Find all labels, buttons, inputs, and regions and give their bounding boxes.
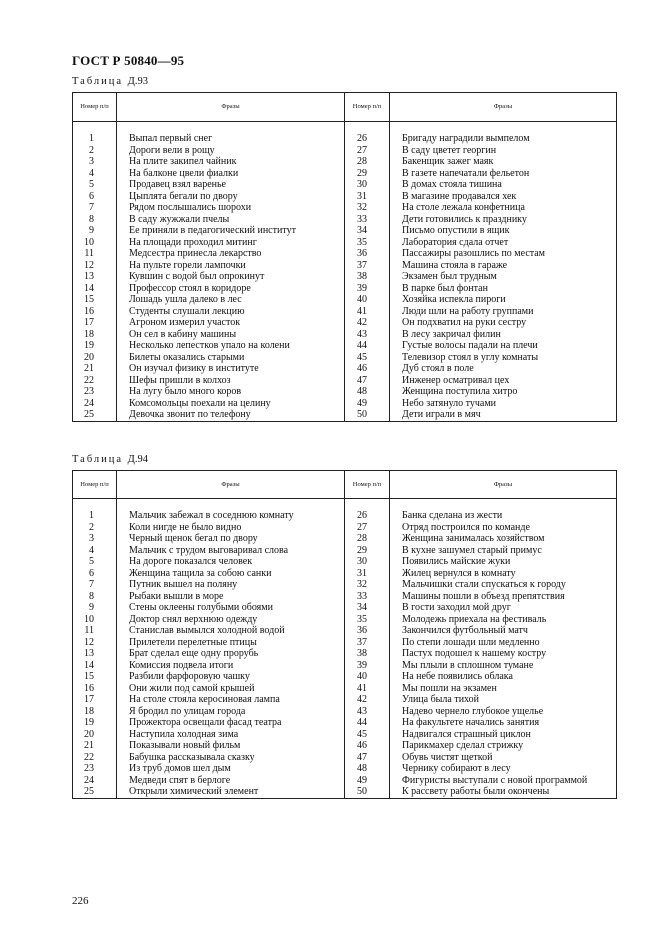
phrase-cell: Парикмахер сделал стрижку — [390, 740, 617, 752]
phrase-cell: Появились майские жуки — [390, 556, 617, 568]
table-row — [73, 683, 617, 695]
table-row — [73, 271, 617, 283]
column-header-phrases: Фразы — [117, 471, 345, 499]
row-number: 35 — [345, 237, 390, 249]
row-number: 38 — [345, 271, 390, 283]
table-row — [73, 156, 617, 168]
column-header-phrases: Фразы — [390, 471, 617, 499]
phrase-cell: Женщина поступила хитро — [390, 386, 617, 398]
table-row — [73, 237, 617, 249]
row-number: 50 — [345, 409, 390, 421]
phrase-cell: Коли нигде не было видно — [117, 522, 345, 534]
phrase-cell: На дороге показался человек — [117, 556, 345, 568]
row-number: 12 — [73, 637, 117, 649]
row-number: 18 — [73, 329, 117, 341]
phrase-cell: На столе стояла керосиновая лампа — [117, 694, 345, 706]
table-row — [73, 179, 617, 191]
phrase-cell: Он подхватил на руки сестру — [390, 317, 617, 329]
phrase-cell: Цыплята бегали по двору — [117, 191, 345, 203]
table-row — [73, 579, 617, 591]
row-number: 28 — [345, 533, 390, 545]
phrase-cell: Улица была тихой — [390, 694, 617, 706]
phrase-cell: Дороги вели в рощу — [117, 145, 345, 157]
row-number: 36 — [345, 625, 390, 637]
table-row — [73, 352, 617, 364]
phrase-cell: В кухне зашумел старый примус — [390, 545, 617, 557]
row-number: 38 — [345, 648, 390, 660]
row-number: 25 — [73, 409, 117, 421]
table-row — [73, 706, 617, 718]
row-number: 33 — [345, 591, 390, 603]
row-number: 16 — [73, 306, 117, 318]
table-body — [73, 122, 617, 422]
table-row — [73, 386, 617, 398]
phrase-cell: Путник вышел на поляну — [117, 579, 345, 591]
row-number: 27 — [345, 522, 390, 534]
row-number: 7 — [73, 579, 117, 591]
table-row — [73, 660, 617, 672]
row-number: 3 — [73, 533, 117, 545]
table-row — [73, 614, 617, 626]
table-row — [73, 294, 617, 306]
table-row — [73, 363, 617, 375]
row-number: 3 — [73, 156, 117, 168]
row-number: 42 — [345, 317, 390, 329]
row-number: 19 — [73, 340, 117, 352]
caption-word: Таблица — [72, 454, 124, 465]
row-number: 50 — [345, 786, 390, 798]
phrase-cell: В газете напечатали фельетон — [390, 168, 617, 180]
row-number: 8 — [73, 591, 117, 603]
column-header-number: Номер п/п — [345, 93, 390, 122]
phrase-cell: В саду цветет георгин — [390, 145, 617, 157]
row-number: 49 — [345, 398, 390, 410]
phrase-cell: Пастух подошел к нашему костру — [390, 648, 617, 660]
phrase-cell: Он сел в кабину машины — [117, 329, 345, 341]
phrase-cell: Телевизор стоял в углу комнаты — [390, 352, 617, 364]
phrase-cell: Брат сделал еще одну прорубь — [117, 648, 345, 660]
phrase-cell: Комиссия подвела итоги — [117, 660, 345, 672]
phrase-cell: Лошадь ушла далеко в лес — [117, 294, 345, 306]
phrase-cell: Бабушка рассказывала сказку — [117, 752, 345, 764]
row-number: 32 — [345, 202, 390, 214]
phrase-cell: Молодежь приехала на фестиваль — [390, 614, 617, 626]
phrase-cell: Отряд построился по команде — [390, 522, 617, 534]
row-number: 45 — [345, 352, 390, 364]
row-number: 15 — [73, 671, 117, 683]
row-number: 11 — [73, 248, 117, 260]
phrase-cell: Несколько лепестков упало на колени — [117, 340, 345, 352]
row-number: 47 — [345, 752, 390, 764]
spacer-row — [73, 122, 617, 134]
row-number: 37 — [345, 637, 390, 649]
row-number: 14 — [73, 660, 117, 672]
row-number: 26 — [345, 133, 390, 145]
table-row — [73, 283, 617, 295]
phrase-cell: Медведи спят в берлоге — [117, 775, 345, 787]
row-number: 42 — [345, 694, 390, 706]
table-row — [73, 522, 617, 534]
phrase-cell: На балконе цвели фиалки — [117, 168, 345, 180]
row-number: 27 — [345, 145, 390, 157]
row-number: 2 — [73, 145, 117, 157]
row-number: 24 — [73, 398, 117, 410]
phrase-cell: Доктор снял верхнюю одежду — [117, 614, 345, 626]
phrase-cell: Рядом послышались шорохи — [117, 202, 345, 214]
phrase-cell: На столе лежала конфетница — [390, 202, 617, 214]
row-number: 21 — [73, 363, 117, 375]
phrase-cell: Медсестра принесла лекарство — [117, 248, 345, 260]
phrase-cell: В лесу закричал филин — [390, 329, 617, 341]
row-number: 16 — [73, 683, 117, 695]
row-number: 35 — [345, 614, 390, 626]
row-number: 33 — [345, 214, 390, 226]
row-number: 44 — [345, 340, 390, 352]
phrase-cell: Жилец вернулся в комнату — [390, 568, 617, 580]
table-row — [73, 133, 617, 145]
table-row — [73, 510, 617, 522]
row-number: 22 — [73, 752, 117, 764]
table-row — [73, 202, 617, 214]
phrase-cell: Хозяйка испекла пироги — [390, 294, 617, 306]
caption-word: Таблица — [72, 76, 124, 87]
table-row — [73, 145, 617, 157]
table-body — [73, 499, 617, 799]
phrase-cell: Ее приняли в педагогический институт — [117, 225, 345, 237]
phrase-cell: Билеты оказались старыми — [117, 352, 345, 364]
row-number: 8 — [73, 214, 117, 226]
table-row — [73, 625, 617, 637]
table-row — [73, 225, 617, 237]
phrase-cell: В домах стояла тишина — [390, 179, 617, 191]
row-number: 4 — [73, 168, 117, 180]
phrase-cell: Пассажиры разошлись по местам — [390, 248, 617, 260]
phrase-cell: Разбили фарфоровую чашку — [117, 671, 345, 683]
table-row — [73, 752, 617, 764]
row-number: 47 — [345, 375, 390, 387]
column-header-number: Номер п/п — [345, 471, 390, 499]
column-header-phrases: Фразы — [390, 93, 617, 122]
phrase-cell: Черный щенок бегал по двору — [117, 533, 345, 545]
row-number: 1 — [73, 510, 117, 522]
phrase-cell: Рыбаки вышли в море — [117, 591, 345, 603]
phrase-cell: На небе появились облака — [390, 671, 617, 683]
phrase-cell: На плите закипел чайник — [117, 156, 345, 168]
phrase-cell: Я бродил по улицам города — [117, 706, 345, 718]
phrase-cell: Экзамен был трудным — [390, 271, 617, 283]
row-number: 5 — [73, 556, 117, 568]
table-row — [73, 248, 617, 260]
table-row — [73, 568, 617, 580]
phrase-cell: Обувь чистят щеткой — [390, 752, 617, 764]
row-number: 17 — [73, 317, 117, 329]
row-number: 12 — [73, 260, 117, 272]
phrase-cell: Кувшин с водой был опрокинут — [117, 271, 345, 283]
phrase-cell: В саду жужжали пчелы — [117, 214, 345, 226]
table-row — [73, 317, 617, 329]
table-row — [73, 556, 617, 568]
row-number: 46 — [345, 740, 390, 752]
row-number: 41 — [345, 683, 390, 695]
row-number: 13 — [73, 271, 117, 283]
row-number: 24 — [73, 775, 117, 787]
row-number: 23 — [73, 763, 117, 775]
caption-number: Д.93 — [127, 76, 148, 87]
phrase-cell: На площади проходил митинг — [117, 237, 345, 249]
table-row — [73, 260, 617, 272]
row-number: 9 — [73, 225, 117, 237]
column-header-phrases: Фразы — [117, 93, 345, 122]
table-row — [73, 786, 617, 798]
phrase-cell: Небо затянуло тучами — [390, 398, 617, 410]
row-number: 40 — [345, 294, 390, 306]
phrase-cell: Выпал первый снег — [117, 133, 345, 145]
phrase-cell: Мы пошли на экзамен — [390, 683, 617, 695]
table-row — [73, 533, 617, 545]
row-number: 34 — [345, 225, 390, 237]
table-row — [73, 648, 617, 660]
row-number: 23 — [73, 386, 117, 398]
phrase-cell: Дуб стоял в поле — [390, 363, 617, 375]
row-number: 44 — [345, 717, 390, 729]
table-row — [73, 409, 617, 421]
table-row — [73, 340, 617, 352]
phrase-cell: Дети играли в мяч — [390, 409, 617, 421]
table-caption-d94 — [72, 454, 148, 465]
phrase-cell: Мальчик забежал в соседнюю комнату — [117, 510, 345, 522]
row-number: 1 — [73, 133, 117, 145]
row-number: 21 — [73, 740, 117, 752]
row-number: 14 — [73, 283, 117, 295]
phrase-cell: Чернику собирают в лесу — [390, 763, 617, 775]
row-number: 34 — [345, 602, 390, 614]
phrase-cell: Мальчик с трудом выговаривал слова — [117, 545, 345, 557]
table-row — [73, 671, 617, 683]
phrase-table-d93 — [72, 92, 617, 422]
table-row — [73, 717, 617, 729]
phrase-cell: Открыли химический элемент — [117, 786, 345, 798]
phrase-cell: Закончился футбольный матч — [390, 625, 617, 637]
phrase-cell: Девочка звонит по телефону — [117, 409, 345, 421]
phrase-table-d94 — [72, 470, 617, 799]
phrase-cell: Они жили под самой крышей — [117, 683, 345, 695]
row-number: 20 — [73, 352, 117, 364]
phrase-cell: Дети готовились к празднику — [390, 214, 617, 226]
phrase-cell: Стены оклеены голубыми обоями — [117, 602, 345, 614]
row-number: 32 — [345, 579, 390, 591]
row-number: 29 — [345, 545, 390, 557]
row-number: 46 — [345, 363, 390, 375]
phrase-cell: Машина стояла в гараже — [390, 260, 617, 272]
phrase-cell: Комсомольцы поехали на целину — [117, 398, 345, 410]
phrase-cell: Прожектора освещали фасад театра — [117, 717, 345, 729]
row-number: 6 — [73, 568, 117, 580]
row-number: 39 — [345, 283, 390, 295]
phrase-cell: На пульте горели лампочки — [117, 260, 345, 272]
row-number: 10 — [73, 614, 117, 626]
table-row — [73, 775, 617, 787]
row-number: 26 — [345, 510, 390, 522]
phrase-cell: Станислав вымылся холодной водой — [117, 625, 345, 637]
row-number: 9 — [73, 602, 117, 614]
table-row — [73, 694, 617, 706]
row-number: 11 — [73, 625, 117, 637]
row-number: 2 — [73, 522, 117, 534]
row-number: 29 — [345, 168, 390, 180]
phrase-cell: В магазине продавался хек — [390, 191, 617, 203]
phrase-cell: Женщина тащила за собою санки — [117, 568, 345, 580]
row-number: 48 — [345, 763, 390, 775]
phrase-cell: Прилетели перелетные птицы — [117, 637, 345, 649]
phrase-cell: По степи лошади шли медленно — [390, 637, 617, 649]
table-row — [73, 375, 617, 387]
phrase-cell: Шефы пришли в колхоз — [117, 375, 345, 387]
table-row — [73, 191, 617, 203]
phrase-cell: Из труб домов шел дым — [117, 763, 345, 775]
column-header-number: Номер п/п — [73, 93, 117, 122]
phrase-cell: В парке был фонтан — [390, 283, 617, 295]
row-number: 17 — [73, 694, 117, 706]
phrase-cell: Густые волосы падали на плечи — [390, 340, 617, 352]
phrase-cell: Женщина занималась хозяйством — [390, 533, 617, 545]
row-number: 22 — [73, 375, 117, 387]
spacer-row — [73, 499, 617, 511]
phrase-cell: Продавец взял варенье — [117, 179, 345, 191]
row-number: 31 — [345, 568, 390, 580]
row-number: 28 — [345, 156, 390, 168]
phrase-cell: Мальчишки стали спускаться к городу — [390, 579, 617, 591]
phrase-cell: Банка сделана из жести — [390, 510, 617, 522]
row-number: 6 — [73, 191, 117, 203]
phrase-cell: Бакенщик зажег маяк — [390, 156, 617, 168]
table-row — [73, 545, 617, 557]
phrase-cell: Профессор стоял в коридоре — [117, 283, 345, 295]
row-number: 25 — [73, 786, 117, 798]
phrase-cell: Наступила холодная зима — [117, 729, 345, 741]
phrase-cell: Показывали новый фильм — [117, 740, 345, 752]
table-caption-d93 — [72, 76, 148, 87]
row-number: 43 — [345, 329, 390, 341]
row-number: 45 — [345, 729, 390, 741]
table-row — [73, 637, 617, 649]
row-number: 30 — [345, 179, 390, 191]
phrase-cell: К рассвету работы были окончены — [390, 786, 617, 798]
phrase-cell: На факультете начались занятия — [390, 717, 617, 729]
row-number: 41 — [345, 306, 390, 318]
row-number: 19 — [73, 717, 117, 729]
row-number: 10 — [73, 237, 117, 249]
row-number: 37 — [345, 260, 390, 272]
table-row — [73, 740, 617, 752]
table-row — [73, 602, 617, 614]
phrase-cell: Фигуристы выступали с новой программой — [390, 775, 617, 787]
row-number: 4 — [73, 545, 117, 557]
row-number: 31 — [345, 191, 390, 203]
phrase-cell: Письмо опустили в ящик — [390, 225, 617, 237]
phrase-cell: Агроном измерил участок — [117, 317, 345, 329]
phrase-cell: Машины пошли в объезд препятствия — [390, 591, 617, 603]
phrase-cell: На лугу было много коров — [117, 386, 345, 398]
table-row — [73, 398, 617, 410]
row-number: 5 — [73, 179, 117, 191]
phrase-cell: В гости заходил мой друг — [390, 602, 617, 614]
row-number: 18 — [73, 706, 117, 718]
table-row — [73, 329, 617, 341]
phrase-cell: Бригаду наградили вымпелом — [390, 133, 617, 145]
table-row — [73, 214, 617, 226]
table-row — [73, 763, 617, 775]
row-number: 13 — [73, 648, 117, 660]
phrase-cell: Лаборатория сдала отчет — [390, 237, 617, 249]
phrase-cell: Он изучал физику в институте — [117, 363, 345, 375]
table-row — [73, 168, 617, 180]
row-number: 36 — [345, 248, 390, 260]
row-number: 40 — [345, 671, 390, 683]
phrase-cell: Мы плыли в сплошном тумане — [390, 660, 617, 672]
phrase-cell: Люди шли на работу группами — [390, 306, 617, 318]
table-row — [73, 729, 617, 741]
page-number: 226 — [72, 895, 89, 907]
phrase-cell: Студенты слушали лекцию — [117, 306, 345, 318]
row-number: 15 — [73, 294, 117, 306]
row-number: 7 — [73, 202, 117, 214]
row-number: 30 — [345, 556, 390, 568]
document-header: ГОСТ Р 50840—95 — [72, 53, 185, 68]
table-row — [73, 591, 617, 603]
row-number: 39 — [345, 660, 390, 672]
column-header-number: Номер п/п — [73, 471, 117, 499]
caption-number: Д.94 — [127, 454, 148, 465]
row-number: 48 — [345, 386, 390, 398]
phrase-cell: Надвигался страшный циклон — [390, 729, 617, 741]
row-number: 20 — [73, 729, 117, 741]
phrase-cell: Надево чернело глубокое ущелье — [390, 706, 617, 718]
row-number: 49 — [345, 775, 390, 787]
table-row — [73, 306, 617, 318]
phrase-cell: Инженер осматривал цех — [390, 375, 617, 387]
row-number: 43 — [345, 706, 390, 718]
